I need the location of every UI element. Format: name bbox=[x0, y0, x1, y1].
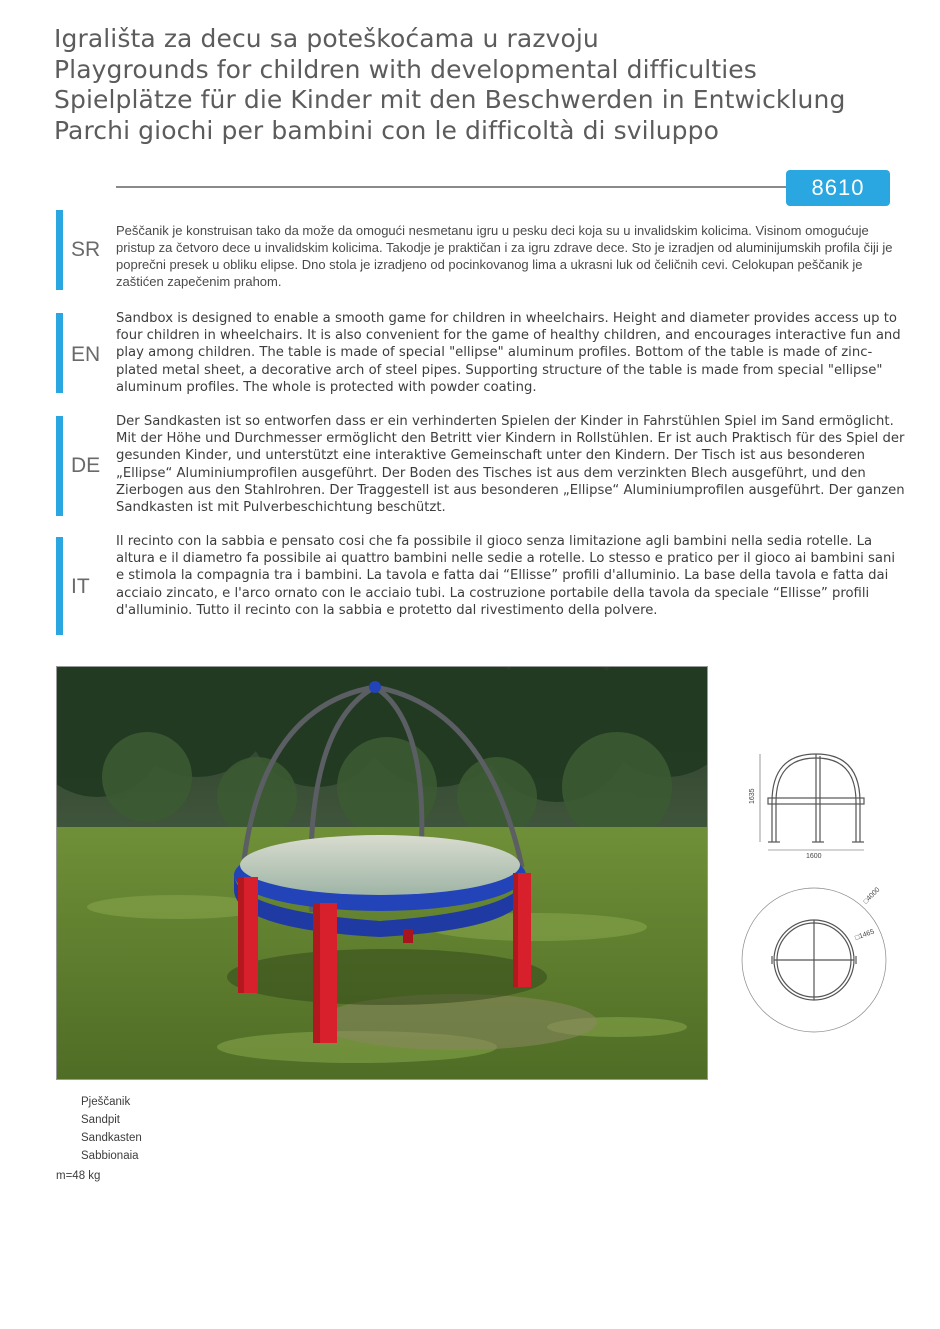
product-code-badge: 8610 bbox=[786, 170, 890, 206]
height-dimension-label: 1635 bbox=[749, 788, 756, 804]
lang-marker-it bbox=[56, 537, 63, 635]
description-sr: Peščanik je konstruisan tako da može da omogući nesmetanu igru u pesku deci koja su u invalidskim kolicima. Visinom omogućuje pristup za četvoro dece u invalidskim kolicima. Takodje je praktičan i za igru zdrave dece. Sto je izradjen od aluminijumskih profila čiji je poprečni presek u obliku elipse. Dno stola je izradjeno od pocinkovanog lima a ukrasni luk od čeličnih cevi. Celokupan peščanik je zaštićen zapečenim prahom. bbox=[116, 223, 893, 289]
description-de: Der Sandkasten ist so entworfen dass er ein verhinderten Spielen der Kinder in Fahrstühlen Spiel im Sand ermöglicht. Mit der Höhe und Durchmesser ermöglicht den Betritt vier Kindern in Rollstühlen. Er ist auch Praktisch für des Spiel der gesunden Kinder, und unterstützt eine interaktive Gemeinschaft unter den Kindern. Der Tisch ist aus besonderen „Ellipse“ Aluminiumprofilen ausgeführt. Der Boden des Tisches ist aus dem verzinkten Blech ausgeführt, und den Zierbogen aus den Stahlrohren. Der Traggestell ist aus besonderen „Ellipse“ Aluminiumprofilen ausgeführt. Der ganzen Sandkasten ist mit Pulverbeschichtung beschützt. bbox=[116, 414, 905, 516]
description-en: Sandbox is designed to enable a smooth game for children in wheelchairs. Height and diameter provides access up to four children in wheelchairs. It is also convenient for the game of healthy children, and encourages interactive fun and play among children. The table is made of special "ellipse" aluminum profiles. Bottom of the table is made of zinc-plated metal sheet, a decorative arch of steel pipes. Supporting structure of the table is made from special "ellipse" aluminum profiles. The whole is protected with powder coating. bbox=[116, 311, 901, 395]
product-name-list bbox=[81, 1093, 142, 1165]
title-block bbox=[54, 24, 914, 146]
product-photo bbox=[56, 666, 708, 1080]
description-it: Il recinto con la sabbia e pensato cosi che fa possibile il gioco senza limitazione agli bambini nella sedia rotelle. La altura e il diametro fa possibile ai quattro bambini nelle sedie a rotelle. Lo stesso e pratico per il gioco ai bambini sani e stimola la compagnia tra i bambini. La tavola e fatta dai “Ellisse” profili d'alluminio. La base della tavola e fatta dai acciaio zincato, e l'arco ornato con le acciaio tubi. La costruzione portabile della tavola da speciale “Ellisse” profili d'alluminio. Tutto il recinto con la sabbia e protetto dal rivestimento della polvere. bbox=[116, 534, 895, 618]
lang-code-en: EN bbox=[71, 343, 101, 366]
lang-code-de: DE bbox=[71, 454, 101, 477]
lang-marker-sr bbox=[56, 210, 63, 290]
title-en: Playgrounds for children with developmental difficulties bbox=[54, 54, 757, 84]
caption-en: Sandpit bbox=[81, 1114, 121, 1126]
caption-it: Sabbionaia bbox=[81, 1150, 139, 1162]
lang-marker-de bbox=[56, 416, 63, 516]
caption-de: Sandkasten bbox=[81, 1132, 142, 1144]
lang-code-it: IT bbox=[71, 575, 90, 598]
lang-marker-en bbox=[56, 313, 63, 393]
title-sr: Igrališta za decu sa poteškoćama u razvoju bbox=[54, 24, 599, 53]
title-it: Parchi giochi per bambini con le difficoltà di sviluppo bbox=[54, 115, 720, 145]
divider-line bbox=[116, 186, 790, 188]
title-de: Spielplätze für die Kinder mit den Beschwerden in Entwicklung bbox=[54, 85, 846, 114]
lang-code-sr: SR bbox=[71, 238, 101, 261]
technical-drawing bbox=[738, 742, 898, 1042]
caption-sr: Pješčanik bbox=[81, 1096, 131, 1108]
outer-area-label: □4000 bbox=[862, 886, 882, 906]
width-dimension-label: 1600 bbox=[806, 853, 822, 860]
mass-label: m=48 kg bbox=[56, 1170, 101, 1182]
inner-area-label: □1465 bbox=[854, 928, 876, 942]
